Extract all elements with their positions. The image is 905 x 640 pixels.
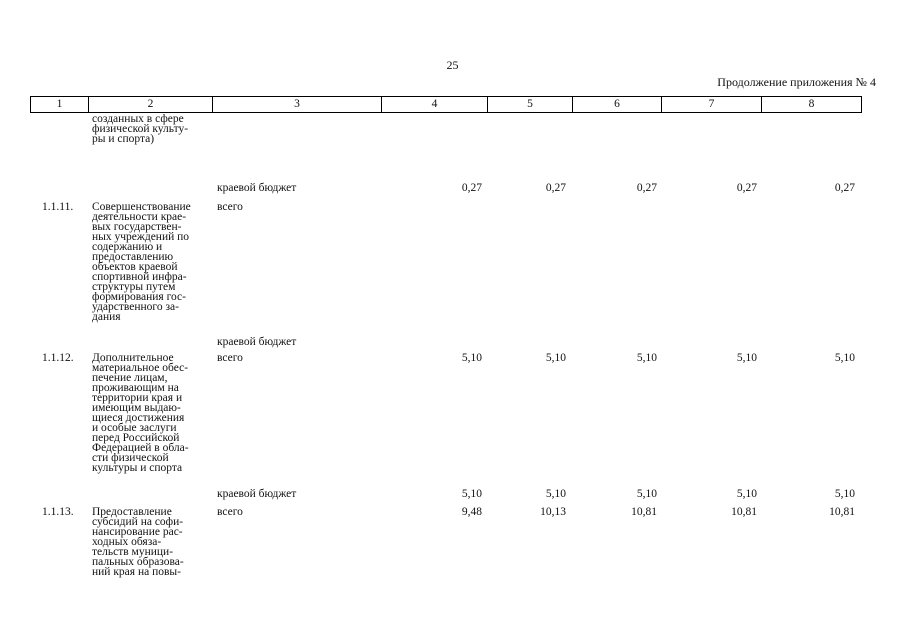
column-header-2: 2 [89, 97, 213, 113]
measure-name-line: печение лицам, [92, 372, 168, 384]
total-label: всего [217, 201, 243, 213]
value-cell: 5,10 [636, 488, 657, 500]
total-label: всего [217, 352, 243, 364]
value-cell: 5,10 [461, 488, 482, 500]
measure-name-line: щиеся достижения [92, 412, 185, 424]
continuation-name-line: созданных в сфере [92, 113, 184, 125]
measure-name-line: территории края и [92, 392, 183, 404]
measure-name-line: формирования гос- [92, 291, 186, 303]
measure-name-line: спортивной инфра- [92, 271, 187, 283]
page-number: 25 [446, 58, 459, 72]
column-header-row [30, 96, 862, 113]
measure-name-line: и особые заслуги [92, 422, 177, 434]
measure-name-line: объектов краевой [92, 261, 178, 273]
value-cell: 5,10 [834, 352, 855, 364]
value-cell: 10,81 [731, 506, 757, 518]
measure-name-line: Предоставление [92, 506, 172, 518]
appendix-note: Продолжение приложения № 4 [717, 75, 876, 89]
column-header-7: 7 [662, 97, 762, 113]
measure-name-line: вых государствен- [92, 221, 182, 233]
measure-name-line: материальное обес- [92, 362, 189, 374]
value-cell: 5,10 [461, 352, 482, 364]
measure-name-line: сти физической [92, 452, 169, 464]
row-code: 1.1.11. [42, 201, 74, 213]
value-cell: 10,13 [540, 506, 566, 518]
measure-name-line: тельств муници- [92, 546, 174, 558]
measure-name-line: ударственного за- [92, 301, 179, 313]
value-cell: 5,10 [636, 352, 657, 364]
value-cell: 0,27 [834, 182, 855, 194]
column-header-3: 3 [213, 97, 382, 113]
value-cell: 5,10 [834, 488, 855, 500]
value-cell: 0,27 [736, 182, 757, 194]
column-header-5: 5 [488, 97, 573, 113]
row-code: 1.1.13. [42, 506, 74, 518]
value-cell: 5,10 [736, 352, 757, 364]
measure-name-line: ных учреждений по [92, 231, 190, 243]
measure-name-line: Дополнительное [92, 352, 174, 364]
measure-name-line: субсидий на софи- [92, 516, 184, 528]
measure-name-line: нансирование рас- [92, 526, 183, 538]
continuation-name-line: физической культу- [92, 123, 189, 135]
measure-name-line: проживающим на [92, 382, 179, 394]
value-cell: 5,10 [545, 488, 566, 500]
value-cell: 9,48 [461, 506, 482, 518]
budget-label: краевой бюджет [217, 488, 297, 500]
total-label: всего [217, 506, 243, 518]
measure-name-line: Федерацией в обла- [92, 442, 189, 454]
value-cell: 5,10 [736, 488, 757, 500]
row-code: 1.1.12. [42, 352, 74, 364]
column-header-1: 1 [31, 97, 89, 113]
budget-label: краевой бюджет [217, 336, 297, 348]
value-cell: 10,81 [829, 506, 855, 518]
measure-name-line: предоставлению [92, 251, 174, 263]
measure-name-line: Совершенствование [92, 201, 191, 213]
budget-label: краевой бюджет [217, 182, 297, 194]
measure-name-line: перед Российской [92, 432, 180, 444]
measure-name-line: структуры путем [92, 281, 176, 293]
measure-name-line: деятельности крае- [92, 211, 187, 223]
measure-name-line: дания [92, 311, 121, 323]
measure-name-line: пальных образова- [92, 556, 184, 568]
measure-name-line: культуры и спорта [92, 462, 183, 474]
column-header-8: 8 [762, 97, 862, 113]
value-cell: 0,27 [461, 182, 482, 194]
measure-name-line: содержанию и [92, 241, 163, 253]
value-cell: 0,27 [545, 182, 566, 194]
measure-name-line: ходных обяза- [92, 536, 162, 548]
measure-name-line: имеющим выдаю- [92, 402, 181, 414]
value-cell: 5,10 [545, 352, 566, 364]
value-cell: 10,81 [631, 506, 657, 518]
column-header-6: 6 [573, 97, 662, 113]
value-cell: 0,27 [636, 182, 657, 194]
measure-name-line: ний края на повы- [92, 566, 181, 578]
column-header-4: 4 [382, 97, 488, 113]
continuation-name-line: ры и спорта) [92, 133, 155, 145]
